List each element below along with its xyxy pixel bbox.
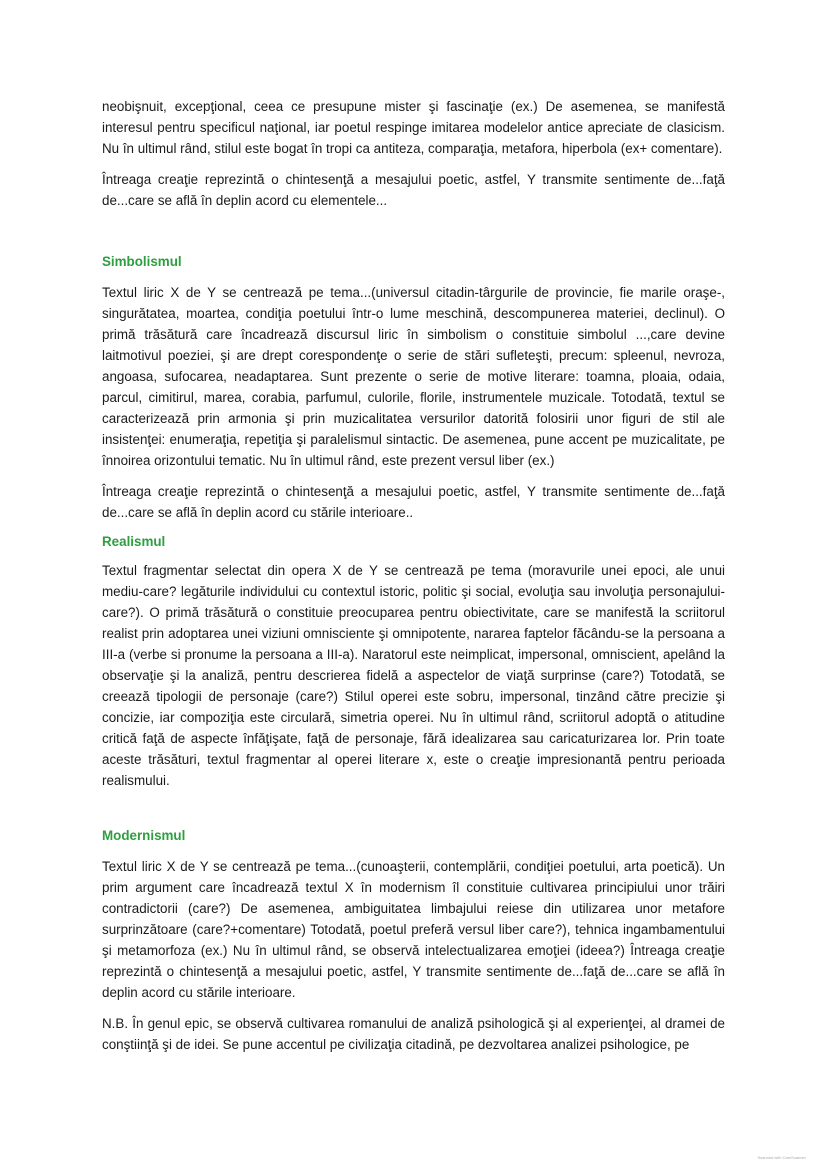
simbolism-conclusion-paragraph: Întreaga creaţie reprezintă o chintesenţă a mesajului poetic, astfel, Y transmite sentimente de...faţă de...care se află în deplin acord cu stările interioare.. <box>102 484 725 520</box>
section-title-realism: Realismul <box>102 534 166 549</box>
intro-conclusion-paragraph: Întreaga creaţie reprezintă o chintesenţă a mesajului poetic, astfel, Y transmite sentimente de...faţă de...care se află în deplin acord cu elementele... <box>102 172 725 208</box>
modernism-paragraph: Textul liric X de Y se centrează pe tema...(cunoaşterii, contemplării, condiţiei poetului, arta poetică). Un prim argument care încadrează textul X în modernism îl constituie cultivarea principiului unor trăiri contradictorii (care?) De asemenea, ambiguitatea limbajului reiese din utilizarea unor metafore surprinzătoare (care?+comentare) Totodată, poetul preferă versul liber care?), tehnica ingambamentului şi metamorfoza (ex.) Nu în ultimul rând, se observă intelectualizarea emoţiei (ideea?) Întreaga creaţie reprezintă o chintesenţă a mesajului poetic, astfel, Y transmite sentimente de...faţă de...care se află în deplin acord cu stările interioare. <box>102 859 725 1000</box>
document-page <box>102 96 725 1055</box>
realism-paragraph: Textul fragmentar selectat din opera X de Y se centrează pe tema (moravurile unei epoci, ale unui mediu-care? legăturile individului cu contextul istoric, politic şi social, evoluţia sau involuţia personajului-care?). O primă trăsătură o constituie preocuparea pentru obiectivitate, care se manifestă la scriitorul realist prin adoptarea unei viziuni omnisciente şi omnipotente, nararea faptelor făcându-se la persoana a III-a (verbe si pronume la persoana a III-a). Naratorul este neimplicat, impersonal, omniscient, apelând la observaţie şi la analiză, pentru descrierea fidelă a aspectelor de viaţă surprinse (care?) Totodată, se creează tipologii de personaje (care?) Stilul operei este sobru, impersonal, tinzând către precizie şi concizie, iar compoziţia este circulară, simetria operei. Nu în ultimul rând, scriitorul adoptă o atitudine critică faţă de aspecte înfăţişate, faţă de personaje, fără idealizarea sau caricaturizarea lor. Prin toate aceste trăsături, textul fragmentar al operei literare x, este o creaţie impresionantă pentru perioada realismului. <box>102 563 725 788</box>
section-title-simbolism: Simbolismul <box>102 254 182 269</box>
section-title-modernism: Modernismul <box>102 828 186 843</box>
scanner-watermark: Scanned with CamScanner <box>757 1155 806 1160</box>
nb-paragraph: N.B. În genul epic, se observă cultivarea romanului de analiză psihologică şi al experienţei, al dramei de conştiinţă şi de idei. Se pune accentul pe civilizaţia citadină, pe dezvoltarea analizei psihologice, pe <box>102 1016 725 1052</box>
intro-paragraph: neobişnuit, excepţional, ceea ce presupune mister şi fascinaţie (ex.) De asemenea, se manifestă interesul pentru specificul naţional, iar poetul respinge imitarea modelelor antice apreciate de clasicism. Nu în ultimul rând, stilul este bogat în tropi ca antiteza, comparaţia, metafora, hiperbola (ex+ comentare). <box>102 99 725 156</box>
simbolism-paragraph: Textul liric X de Y se centrează pe tema...(universul citadin-târgurile de provincie, fie marile oraşe-, singurătatea, moartea, condiţia poetului într-o lume meschină, descompunerea materiei, declinul). O primă trăsătură care încadrează discursul liric în simbolism o constituie simbolul ...,care devine laitmotivul poeziei, şi are drept corespondenţe o serie de stări sufleteşti, precum: spleenul, nevroza, angoasa, sufocarea, neadaptarea. Sunt prezente o serie de motive literare: toamna, ploaia, odaia, parcul, cimitirul, marea, corabia, parfumul, culorile, florile, instrumentele muzicale. Totodată, textul se caracterizează prin armonia şi prin muzicalitatea versurilor datorită folosirii unor figuri de stil ale insistenţei: enumeraţia, repetiţia şi paralelismul sintactic. De asemenea, pune accent pe muzicalitate, pe înnoirea orizontului tematic. Nu în ultimul rând, este prezent versul liber (ex.) <box>102 285 725 468</box>
